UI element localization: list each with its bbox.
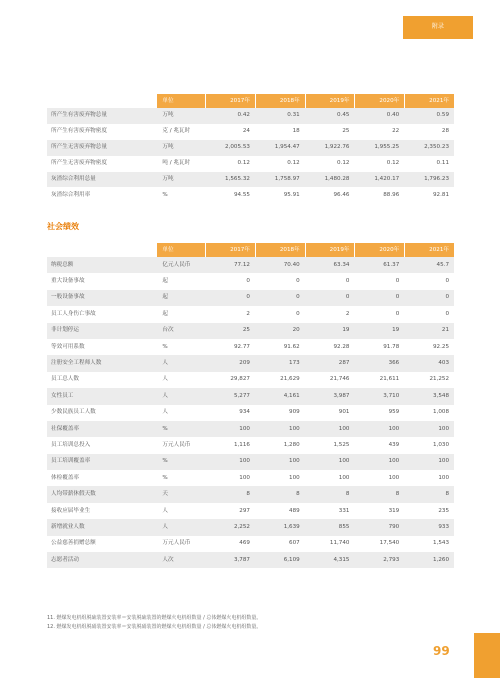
row-unit: 万元人民币 xyxy=(162,540,191,547)
row-value: 45.7 xyxy=(436,261,450,268)
row-label: 等效可用系数 xyxy=(51,343,85,350)
row-unit: % xyxy=(162,425,168,432)
row-label: 志愿者活动 xyxy=(51,556,79,563)
row-value: 0 xyxy=(445,294,450,301)
row-value: 0 xyxy=(296,294,300,301)
row-value: 100 xyxy=(338,458,350,465)
row-value: 100 xyxy=(239,458,250,465)
table-row xyxy=(47,552,454,568)
row-value: 790 xyxy=(388,523,400,530)
row-value: 1,955.25 xyxy=(374,144,400,151)
header-year-cell: 2018年 xyxy=(256,94,305,108)
row-value: 25 xyxy=(342,128,350,135)
row-value: 1,260 xyxy=(433,556,450,563)
row-value: 209 xyxy=(239,360,250,367)
row-value: 100 xyxy=(338,474,350,481)
row-label: 非计划停运 xyxy=(51,327,79,334)
row-value: 331 xyxy=(338,507,350,514)
row-value: 297 xyxy=(239,507,250,514)
row-value: 0.31 xyxy=(287,112,300,119)
header-unit-cell: 单位 xyxy=(157,243,205,257)
row-unit: 起 xyxy=(162,310,169,317)
row-label: 员工培训覆盖率 xyxy=(51,458,91,465)
row-value: 8 xyxy=(345,491,350,498)
table-row xyxy=(47,454,454,470)
row-label: 纳税总额 xyxy=(51,261,74,268)
row-value: 100 xyxy=(388,474,400,481)
row-value: 0 xyxy=(246,294,250,301)
row-label: 重大设备事故 xyxy=(51,278,85,285)
row-value: 100 xyxy=(438,458,450,465)
row-value: 91.62 xyxy=(283,343,300,350)
header-year-cell: 2021年 xyxy=(405,243,454,257)
footnotes xyxy=(47,614,261,632)
row-value: 3,987 xyxy=(333,392,350,399)
row-value: 173 xyxy=(289,360,300,367)
row-value: 25 xyxy=(242,327,250,334)
row-value: 3,710 xyxy=(383,392,400,399)
row-unit: % xyxy=(162,474,168,481)
row-value: 100 xyxy=(289,458,300,465)
table-row xyxy=(47,536,454,552)
row-value: 2 xyxy=(345,310,350,317)
row-value: 1,639 xyxy=(283,523,300,530)
row-value: 0 xyxy=(296,310,300,317)
row-value: 8 xyxy=(445,491,450,498)
row-value: 0 xyxy=(395,278,400,285)
row-value: 366 xyxy=(388,360,400,367)
header-year-cell: 2018年 xyxy=(256,243,305,257)
header-unit-cell: 单位 xyxy=(157,94,205,108)
header-year-cell: 2017年 xyxy=(206,243,255,257)
row-value: 319 xyxy=(388,507,400,514)
row-value: 0.42 xyxy=(237,112,250,119)
row-label: 体检覆盖率 xyxy=(51,474,79,481)
row-unit: 人 xyxy=(162,409,169,416)
row-value: 3,548 xyxy=(433,392,450,399)
row-label: 所产生有害废弃物总量 xyxy=(51,112,107,119)
row-value: 11,740 xyxy=(329,540,350,547)
row-value: 901 xyxy=(338,409,350,416)
row-unit: 台次 xyxy=(162,327,174,334)
row-value: 8 xyxy=(296,491,300,498)
header-blank-cell xyxy=(47,243,157,257)
table-row xyxy=(47,290,454,306)
section-title-social: 社会绩效 xyxy=(47,222,79,231)
table-row xyxy=(47,421,454,437)
row-value: 20 xyxy=(292,327,300,334)
row-value: 0.12 xyxy=(337,160,350,167)
row-unit: 亿元人民币 xyxy=(162,261,191,268)
row-unit: 天 xyxy=(162,491,169,498)
row-value: 100 xyxy=(239,425,250,432)
row-value: 0 xyxy=(246,278,250,285)
row-value: 0.40 xyxy=(386,112,400,119)
row-value: 1,525 xyxy=(333,441,350,448)
row-value: 1,280 xyxy=(283,441,300,448)
row-value: 0 xyxy=(395,294,400,301)
row-value: 92.25 xyxy=(433,343,450,350)
row-label: 接收应届毕业生 xyxy=(51,507,91,514)
header-blank-cell xyxy=(47,94,157,108)
table-row xyxy=(47,470,454,486)
row-value: 0.12 xyxy=(287,160,300,167)
row-value: 933 xyxy=(438,523,450,530)
row-unit: 吨 / 兆瓦时 xyxy=(162,160,191,167)
row-value: 1,922.76 xyxy=(324,144,350,151)
row-value: 3,787 xyxy=(233,556,250,563)
row-value: 1,796.23 xyxy=(424,176,450,182)
row-value: 0.12 xyxy=(237,160,250,167)
row-unit: % xyxy=(162,191,168,198)
row-value: 19 xyxy=(392,327,400,334)
row-value: 469 xyxy=(239,540,250,547)
row-unit: 万元人民币 xyxy=(162,441,191,448)
row-value: 934 xyxy=(239,409,250,416)
row-value: 5,277 xyxy=(233,392,250,399)
table-row xyxy=(47,323,454,339)
row-value: 439 xyxy=(388,441,400,448)
row-unit: 万吨 xyxy=(162,144,174,151)
row-value: 489 xyxy=(289,507,300,514)
table-row xyxy=(47,486,454,502)
row-value: 18 xyxy=(292,128,300,135)
table-row xyxy=(47,519,454,535)
row-value: 2,005.53 xyxy=(225,144,250,151)
page-number: 99 xyxy=(433,644,450,658)
row-value: 403 xyxy=(438,360,450,367)
row-label: 员工人身伤亡事故 xyxy=(51,310,96,317)
table-row xyxy=(47,124,454,140)
row-value: 100 xyxy=(438,474,450,481)
row-value: 959 xyxy=(388,409,400,416)
table-header-row xyxy=(47,243,454,257)
row-value: 0.45 xyxy=(337,112,350,119)
tab-underline xyxy=(403,38,473,39)
row-unit: 起 xyxy=(162,278,169,285)
row-value: 1,480.28 xyxy=(324,176,350,182)
corner-accent-block xyxy=(474,633,500,678)
row-unit: 人 xyxy=(162,392,169,399)
row-label: 人均带薪休假天数 xyxy=(51,491,96,498)
table-row xyxy=(47,257,454,273)
row-label: 一般设备事故 xyxy=(51,294,85,301)
row-value: 0 xyxy=(296,278,300,285)
table-row xyxy=(47,273,454,289)
row-value: 0 xyxy=(345,278,350,285)
header-year-cell: 2020年 xyxy=(355,94,404,108)
row-label: 所产生有害废弃物密度 xyxy=(51,128,107,135)
row-value: 8 xyxy=(395,491,400,498)
row-unit: 人 xyxy=(162,507,169,514)
row-value: 4,161 xyxy=(283,392,300,399)
row-value: 92.28 xyxy=(333,343,350,350)
table-header-row xyxy=(47,94,454,108)
row-value: 0 xyxy=(345,294,350,301)
section-tab-appendix: 附录 xyxy=(403,16,473,38)
row-value: 2 xyxy=(246,310,250,317)
table-row xyxy=(47,355,454,371)
row-value: 1,543 xyxy=(433,540,450,547)
row-value: 96.46 xyxy=(333,191,350,198)
table-row xyxy=(47,156,454,172)
row-value: 100 xyxy=(388,425,400,432)
row-value: 0 xyxy=(395,310,400,317)
row-value: 61.37 xyxy=(383,261,400,268)
table-row xyxy=(47,405,454,421)
row-value: 1,116 xyxy=(233,441,250,448)
row-value: 0 xyxy=(445,310,450,317)
row-label: 员工培训总投入 xyxy=(51,441,91,448)
row-value: 21 xyxy=(441,327,450,334)
row-label: 所产生无害废弃物总量 xyxy=(51,144,107,151)
row-label: 灰渣综合利用总量 xyxy=(51,176,96,182)
row-value: 28 xyxy=(441,128,450,135)
row-label: 女性员工 xyxy=(51,392,74,399)
row-value: 0.11 xyxy=(436,160,450,167)
row-value: 235 xyxy=(438,507,450,514)
header-year-cell: 2021年 xyxy=(405,94,454,108)
table-row xyxy=(47,108,454,124)
table-row xyxy=(47,306,454,322)
row-unit: 万吨 xyxy=(162,112,174,119)
row-value: 91.78 xyxy=(383,343,400,350)
environment-table xyxy=(47,94,454,203)
row-value: 21,611 xyxy=(379,376,400,383)
row-value: 21,746 xyxy=(329,376,350,383)
row-label: 员工总人数 xyxy=(51,376,79,383)
header-year-cell: 2019年 xyxy=(306,243,355,257)
row-value: 100 xyxy=(438,425,450,432)
row-unit: 起 xyxy=(162,294,169,301)
table-row xyxy=(47,172,454,188)
row-value: 8 xyxy=(246,491,250,498)
row-value: 0.59 xyxy=(436,112,450,119)
row-value: 19 xyxy=(342,327,350,334)
row-unit: % xyxy=(162,458,168,465)
row-value: 94.55 xyxy=(233,191,250,198)
row-label: 灰渣综合利用率 xyxy=(51,191,91,198)
row-value: 92.77 xyxy=(233,343,250,350)
row-value: 100 xyxy=(289,474,300,481)
header-year-cell: 2019年 xyxy=(306,94,355,108)
header-year-cell: 2020年 xyxy=(355,243,404,257)
row-value: 0.12 xyxy=(386,160,400,167)
row-label: 注册安全工程师人数 xyxy=(51,360,102,367)
row-value: 21,252 xyxy=(429,376,450,383)
row-value: 1,954.47 xyxy=(274,144,300,151)
row-value: 1,420.17 xyxy=(374,176,400,182)
row-value: 607 xyxy=(289,540,300,547)
row-value: 21,629 xyxy=(280,376,300,383)
row-value: 0 xyxy=(445,278,450,285)
table-row xyxy=(47,372,454,388)
row-label: 新增就业人数 xyxy=(51,523,85,530)
row-unit: 克 / 兆瓦时 xyxy=(162,128,191,135)
row-value: 1,758.97 xyxy=(274,176,300,182)
row-value: 88.96 xyxy=(383,191,400,198)
row-value: 1,565.32 xyxy=(225,176,250,182)
row-unit: % xyxy=(162,343,168,350)
header-year-cell: 2017年 xyxy=(206,94,255,108)
row-unit: 人 xyxy=(162,360,169,367)
row-label: 公益慈善捐赠总额 xyxy=(51,540,96,547)
row-label: 社保覆盖率 xyxy=(51,425,79,432)
row-value: 77.12 xyxy=(233,261,250,268)
row-value: 100 xyxy=(338,425,350,432)
row-value: 70.40 xyxy=(283,261,300,268)
row-value: 1,008 xyxy=(433,409,450,416)
table-row xyxy=(47,140,454,156)
row-unit: 人 xyxy=(162,376,169,383)
row-value: 100 xyxy=(239,474,250,481)
row-value: 24 xyxy=(242,128,250,135)
row-unit: 万吨 xyxy=(162,176,174,182)
row-value: 909 xyxy=(289,409,300,416)
row-value: 92.81 xyxy=(433,191,450,198)
table-row xyxy=(47,339,454,355)
row-unit: 人 xyxy=(162,523,169,530)
table-row xyxy=(47,437,454,453)
social-performance-table xyxy=(47,243,454,568)
row-label: 所产生无害废弃物密度 xyxy=(51,160,107,167)
table-row xyxy=(47,187,454,203)
row-value: 4,315 xyxy=(333,556,350,563)
row-value: 2,350.23 xyxy=(424,144,450,151)
row-value: 100 xyxy=(289,425,300,432)
row-value: 100 xyxy=(388,458,400,465)
table-row xyxy=(47,388,454,404)
row-value: 29,827 xyxy=(230,376,250,383)
footnote-12: 12. 燃煤发电机组脱硝装置安装率＝安装脱硝装置的燃煤火电机组数量 / 总体燃煤火电机组数量。 xyxy=(47,624,262,630)
row-value: 6,109 xyxy=(283,556,300,563)
row-value: 855 xyxy=(338,523,350,530)
row-label: 少数民族员工人数 xyxy=(51,409,96,416)
row-value: 287 xyxy=(338,360,350,367)
footnote-11: 11. 燃煤发电机组脱硫装置安装率＝安装脱硫装置的燃煤火电机组数量 / 总体燃煤火电机组数量。 xyxy=(47,615,262,621)
row-value: 2,793 xyxy=(383,556,400,563)
row-value: 95.91 xyxy=(283,191,300,198)
row-value: 1,030 xyxy=(433,441,450,448)
table-row xyxy=(47,503,454,519)
row-unit: 人次 xyxy=(162,556,174,563)
row-value: 17,540 xyxy=(379,540,400,547)
row-value: 22 xyxy=(392,128,400,135)
row-value: 63.34 xyxy=(333,261,350,268)
row-value: 2,252 xyxy=(233,523,250,530)
